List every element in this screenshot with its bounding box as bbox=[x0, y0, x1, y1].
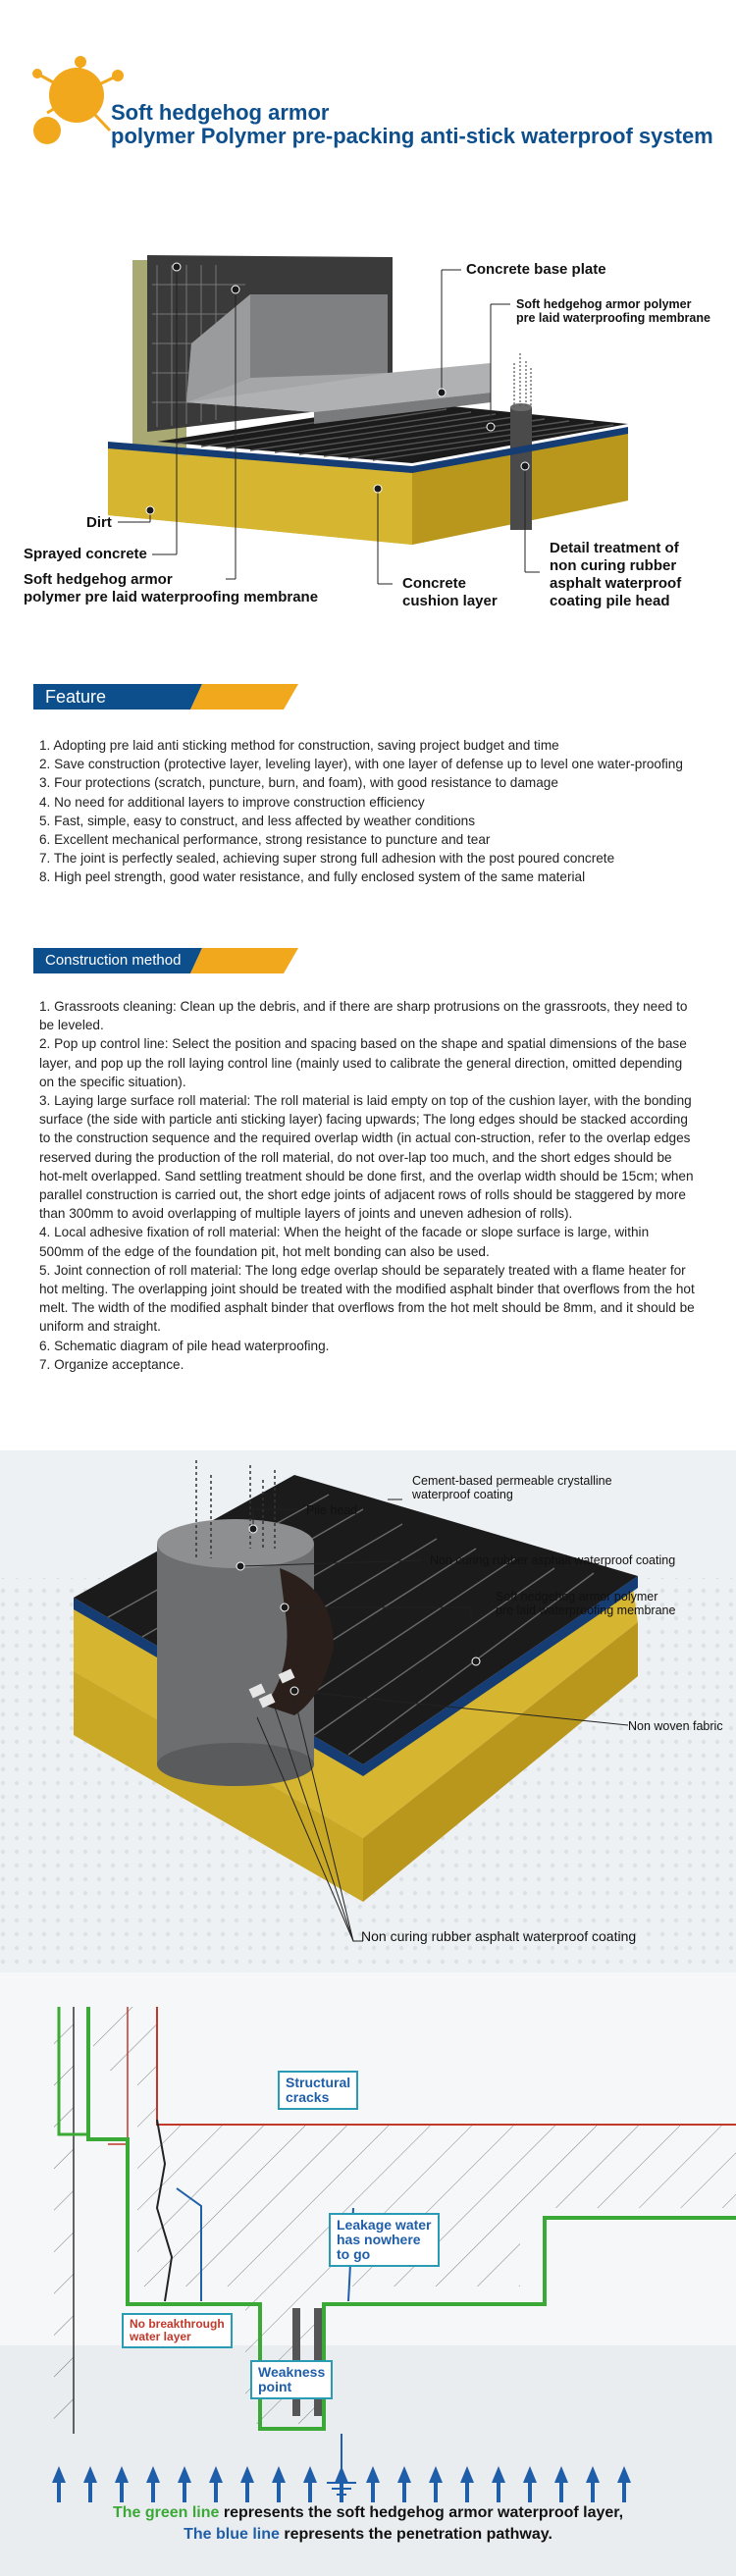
construction-item: 7. Organize acceptance. bbox=[39, 1356, 184, 1372]
pile-head-diagram bbox=[0, 1450, 736, 1972]
heading-arrow-icon bbox=[181, 948, 298, 973]
construction-item: 2. Pop up control line: Select the position and spacing based on the shape and spatial dimensions of the base layer, and pop up the roll laying control line (mainly used to calibrate the general direction, omitted depending on the specific situation). bbox=[39, 1036, 687, 1089]
label-cushion-line2: cushion layer bbox=[402, 593, 498, 609]
legend bbox=[0, 2502, 736, 2546]
label-membrane-line2: pre laid waterproofing membrane bbox=[496, 1603, 676, 1617]
construction-item: 3. Laying large surface roll material: The roll material is laid empty on top of the cushion layer, with the bonding surface (the side with particle anti sticking layer) facing upwards; The long edges should be stacked according to the construction sequence and the required overlap width (in actual con-struction, refer to the overlap edges reserved during the production of the roll material, do not over-lap too much, and the short edges should be hot-melt overlapped. Sand settling treatment should be done first, and the overlap width should be 15cm; when parallel construction is carried out, the short edge joints of adjacent rows of rolls should be staggered by more than 300mm to avoid overlapping of multiple layers of joints and uneven adhesion of rolls). bbox=[39, 1093, 694, 1222]
construction-heading bbox=[33, 948, 298, 973]
legend-blue-row bbox=[0, 2524, 736, 2546]
label-weakness-point bbox=[250, 2360, 333, 2399]
legend-green-rest: represents the soft hedgehog armor waterproof layer, bbox=[219, 2504, 624, 2521]
legend-green-term: The green line bbox=[112, 2504, 220, 2521]
label-leak-line1: Leakage water bbox=[337, 2217, 432, 2233]
construction-item: 1. Grassroots cleaning: Clean up the debris, and if there are sharp protrusions on the grassroots, they need to be leveled. bbox=[39, 999, 688, 1033]
crack-penetration-diagram bbox=[0, 1972, 736, 2576]
feature-item: 3. Four protections (scratch, puncture, burn, and foam), with good resistance to damage bbox=[39, 775, 558, 791]
header bbox=[0, 0, 736, 206]
label-cushion-line1: Concrete bbox=[402, 575, 467, 592]
legend-green-row bbox=[0, 2502, 736, 2524]
construction-item: 6. Schematic diagram of pile head waterproofing. bbox=[39, 1338, 330, 1353]
label-pile-head: Pile head bbox=[306, 1503, 358, 1517]
label-membrane-line1: Soft hedgehog armor polymer bbox=[496, 1590, 658, 1603]
label-structural-line2: cracks bbox=[286, 2089, 330, 2105]
label-pile-line3: asphalt waterproof bbox=[550, 575, 682, 592]
label-structural-line1: Structural bbox=[286, 2075, 351, 2090]
feature-item: 1. Adopting pre laid anti sticking method for construction, saving project budget and time bbox=[39, 738, 559, 753]
label-non-curing-top: Non curing rubber asphalt waterproof coating bbox=[430, 1553, 676, 1567]
waterproof-system-diagram bbox=[0, 206, 736, 667]
construction-heading-label: Construction method bbox=[33, 948, 190, 973]
legend-blue-rest: represents the penetration pathway. bbox=[279, 2526, 552, 2543]
label-leak-line3: to go bbox=[337, 2246, 371, 2262]
feature-heading bbox=[33, 684, 298, 710]
label-structural-cracks bbox=[278, 2071, 358, 2110]
label-pile-line2: non curing rubber bbox=[550, 557, 677, 574]
page-title-line1: Soft hedgehog armor bbox=[111, 100, 330, 125]
label-crystalline-line2: waterproof coating bbox=[412, 1488, 513, 1501]
label-leakage-water bbox=[329, 2213, 440, 2267]
label-membrane-top-line2: pre laid waterproofing membrane bbox=[516, 311, 710, 325]
label-pile-line4: coating pile head bbox=[550, 593, 670, 609]
label-membrane-bottom-line2: polymer pre laid waterproofing membrane bbox=[24, 589, 319, 605]
label-weakness-line1: Weakness bbox=[258, 2364, 326, 2380]
feature-heading-label: Feature bbox=[33, 684, 190, 710]
crack-illustration bbox=[0, 1972, 736, 2576]
label-sprayed-concrete: Sprayed concrete bbox=[24, 546, 147, 562]
feature-item: 7. The joint is perfectly sealed, achieving super strong full adhesion with the post poured concrete bbox=[39, 851, 615, 867]
label-dirt: Dirt bbox=[86, 514, 112, 531]
label-leak-line2: has nowhere bbox=[337, 2232, 421, 2247]
label-no-breakthrough bbox=[122, 2313, 233, 2348]
label-membrane-top-line1: Soft hedgehog armor polymer bbox=[516, 297, 692, 311]
label-breakthrough-line2: water layer bbox=[130, 2330, 191, 2343]
feature-item: 8. High peel strength, good water resistance, and fully enclosed system of the same material bbox=[39, 869, 586, 885]
feature-item: 6. Excellent mechanical performance, strong resistance to puncture and tear bbox=[39, 832, 491, 848]
label-non-woven-fabric: Non woven fabric bbox=[628, 1719, 723, 1733]
feature-item: 4. No need for additional layers to improve construction efficiency bbox=[39, 794, 425, 810]
label-breakthrough-line1: No breakthrough bbox=[130, 2317, 225, 2331]
label-crystalline-line1: Cement-based permeable crystalline bbox=[412, 1474, 612, 1488]
label-pile-line1: Detail treatment of bbox=[550, 540, 679, 556]
legend-blue-term: The blue line bbox=[184, 2526, 280, 2543]
feature-item: 2. Save construction (protective layer, leveling layer), with one layer of defense up to level one water-proofing bbox=[39, 757, 683, 772]
feature-list bbox=[39, 736, 697, 887]
construction-list bbox=[39, 997, 697, 1374]
pile-head-illustration bbox=[0, 1450, 736, 1972]
label-weakness-line2: point bbox=[258, 2379, 292, 2394]
label-non-curing-bottom: Non curing rubber asphalt waterproof coating bbox=[361, 1928, 637, 1944]
construction-item: 4. Local adhesive fixation of roll material: When the height of the facade or slope surface is large, within 500mm of the edge of the foundation pit, hot melt bonding can also be used. bbox=[39, 1225, 650, 1259]
construction-item: 5. Joint connection of roll material: The long edge overlap should be separately treated with a flame heater for hot melting. The overlapping joint should be treated with the modified asphalt binder that overflows from the hot melt. The width of the modified asphalt binder that overflows from the hot melt should be 8mm, and it should be uniform and straight. bbox=[39, 1262, 695, 1335]
label-concrete-base-plate: Concrete base plate bbox=[466, 261, 606, 278]
page-title-line2: polymer Polymer pre-packing anti-stick waterproof system bbox=[111, 124, 713, 148]
label-membrane-bottom-line1: Soft hedgehog armor bbox=[24, 571, 173, 588]
feature-item: 5. Fast, simple, easy to construct, and less affected by weather conditions bbox=[39, 813, 476, 828]
heading-arrow-icon bbox=[181, 684, 298, 710]
